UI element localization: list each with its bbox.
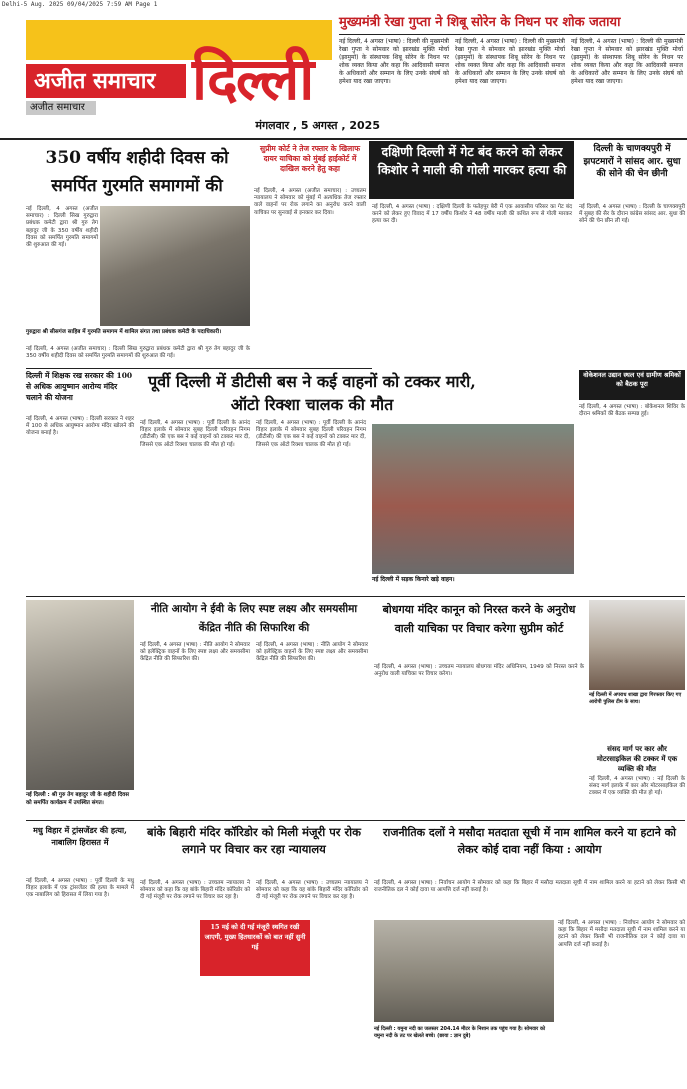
transgender-body: नई दिल्ली, 4 अगस्त (भाषा) : पूर्वी दिल्ली के मधु विहार इलाके में एक ट्रांसजेंडर की हत्या के मामले में एक नाबालिग को हिरासत में लिया गया है।	[26, 878, 134, 899]
banke-pullquote: 15 मई को दी गई मंजूरी स्थगित रखी जाएगी, मुख्य हितधारकों को बात नहीं सुनी गई	[204, 923, 306, 951]
sangat-caption: नई दिल्ली : श्री गुरु तेग बहादुर जी के शहीदी दिवस को समर्पित कार्यक्रम में उपस्थित संगत।	[26, 792, 129, 806]
divider	[26, 820, 685, 821]
print-slug: Delhi-5 Aug. 2025 09/04/2025 7:59 AM Page 1	[2, 1, 158, 8]
dtc-caption: नई दिल्ली में सड़क किनारे खड़े वाहन।	[372, 576, 455, 583]
divider	[26, 596, 685, 597]
divider	[339, 34, 685, 35]
headline-banke: बांके बिहारी मंदिर कॉरिडोर को मिली मंजूरी पर रोक लगाने पर विचार कर रहा न्यायालय	[147, 825, 361, 856]
city-title: दिल्ली	[192, 45, 313, 113]
sangat-photo	[26, 600, 134, 790]
brand-logo: अजीत समाचार	[26, 64, 186, 98]
cm-body-col1: नई दिल्ली, 4 अगस्त (भाषा) : दिल्ली की मुख्यमंत्री रेखा गुप्ता ने सोमवार को झारखंड मुक्ति मोर्चा (झामुमो) के संस्थापक शिबू सोरेन के निधन पर शोक व्यक्त किया और कहा कि आदिवासी समाज के अधिकारों और सम्मान के लिए उनके संघर्ष को हमेशा याद रखा जाएगा।	[339, 38, 449, 85]
headline-aarogya: दिल्ली में शिक्षक रख सरकार की 100 से अधिक आयुष्मान आरोग्य मंदिर चलाने की योजना	[26, 371, 133, 402]
headline-cm-condolence: मुख्यमंत्री रेखा गुप्ता ने शिबू सोरेन के निधन पर शोक जताया	[339, 15, 621, 30]
lead-body: नई दिल्ली, 4 अगस्त (अजीत समाचार) : दिल्ली सिख गुरुद्वारा प्रबंधक कमेटी द्वारा श्री गुरु तेग बहादुर जी के 350 वर्षीय शहीदी दिवस को समर्पित गुरमति समागमों की शुरुआत की गई।	[26, 206, 98, 249]
lead-caption: गुरुद्वारा श्री सीसगंज साहिब में गुरमति समागम में शामिल संगत तथा प्रबंधक कमेटी के पदाधिकारी।	[26, 329, 222, 335]
collision-body: नई दिल्ली, 4 अगस्त (भाषा) : नई दिल्ली के संसद मार्ग इलाके में कार और मोटरसाइकिल की टक्कर में एक व्यक्ति की मौत हो गई।	[589, 776, 685, 797]
lead-photo	[100, 206, 250, 326]
arrest-photo	[589, 600, 685, 690]
dateline: मंगलवार , 5 अगस्त , 2025	[255, 119, 380, 132]
mp-chain-body: नई दिल्ली, 4 अगस्त (भाषा) : दिल्ली के चाणक्यपुरी में सुबह की सैर के दौरान कांग्रेस सांसद आर. सुधा की सोने की चेन छीन ली गई।	[579, 204, 685, 225]
arrest-caption: नई दिल्ली में अपराध शाखा द्वारा गिरफ्तार किए गए आरोपी पुलिस टीम के साथ।	[589, 692, 682, 705]
yamuna-photo	[374, 920, 554, 1022]
banke-body-col2: नई दिल्ली, 4 अगस्त (भाषा) : उच्चतम न्यायालय ने सोमवार को कहा कि वह बांके बिहारी मंदिर कॉरिडोर को दी गई मंजूरी पर रोक लगाने पर विचार कर रहा है।	[256, 880, 368, 901]
eci-body-cont: नई दिल्ली, 4 अगस्त (भाषा) : निर्वाचन आयोग ने सोमवार को कहा कि बिहार में मसौदा मतदाता सूची में नाम शामिल करने या हटाने को लेकर किसी भी राजनीतिक दल ने कोई दावा या आपत्ति दर्ज नहीं कराई है।	[558, 920, 685, 948]
headline-dtc: पूर्वी दिल्ली में डीटीसी बस ने कई वाहनों को टक्कर मारी, ऑटो रिक्शा चालक की मौत	[148, 372, 476, 414]
divider	[26, 368, 372, 369]
dtc-body-col1: नई दिल्ली, 4 अगस्त (भाषा) : पूर्वी दिल्ली के आनंद विहार इलाके में सोमवार सुबह दिल्ली परिवहन निगम (डीटीसी) की एक बस ने कई वाहनों को टक्कर मार दी, जिससे एक ऑटो रिक्शा चालक की मौत हो गई।	[140, 420, 250, 448]
vocational-body: नई दिल्ली, 4 अगस्त (भाषा) : बोकेशनल शिविर के दौरान श्रमिकों की बैठक सम्पन्न हुई।	[579, 404, 685, 418]
headline-sc-speed: सुप्रीम कोर्ट ने तेज रफ्तार के खिलाफ दायर याचिका को मुंबई हाईकोर्ट में दाखिल करने हेतु कहा	[260, 144, 360, 173]
aarogya-body: नई दिल्ली, 4 अगस्त (भाषा) : दिल्ली सरकार ने शहर में 100 से अधिक आयुष्मान आरोग्य मंदिर खोलने की योजना बनाई है।	[26, 416, 134, 437]
headline-vocational: वोकेशनल उद्यान स्थल एवं ग्रामीण श्रमिकों को बैठक पूरा	[583, 371, 681, 388]
masthead-divider	[0, 138, 687, 140]
dtc-body-col2: नई दिल्ली, 4 अगस्त (भाषा) : पूर्वी दिल्ली के आनंद विहार इलाके में सोमवार सुबह दिल्ली परिवहन निगम (डीटीसी) की एक बस ने कई वाहनों को टक्कर मार दी, जिससे एक ऑटो रिक्शा चालक की मौत हो गई।	[256, 420, 366, 448]
headline-niti: नीति आयोग ने ईवी के लिए स्पष्ट लक्ष्य और समयसीमा केंद्रित नीति की सिफारिश की	[150, 603, 358, 634]
barricade-photo	[372, 424, 574, 574]
headline-eci: राजनीतिक दलों ने मसौदा मतदाता सूची में नाम शामिल करने या हटाने को लेकर कोई दावा नहीं किया : आयोग	[383, 826, 676, 856]
gate-body: नई दिल्ली, 4 अगस्त (भाषा) : दक्षिणी दिल्ली के फतेहपुर बेरी में एक आवासीय परिसर का गेट बंद करने को लेकर हुए विवाद में 17 वर्षीय किशोर ने 48 वर्षीय माली की कथित रूप से गोली मारकर हत्या कर दी।	[372, 204, 572, 225]
headline-bodhgaya: बोधगया मंदिर कानून को निरस्त करने के अनुरोध वाली याचिका पर विचार करेगा सुप्रीम कोर्ट	[382, 603, 576, 635]
bodhgaya-body: नई दिल्ली, 4 अगस्त (भाषा) : उच्चतम न्यायालय बोधगया मंदिर अधिनियम, 1949 को निरस्त करने के अनुरोध वाली याचिका पर विचार करेगा।	[374, 664, 584, 678]
sc-speed-body: नई दिल्ली, 4 अगस्त (अजीत समाचार) : उच्चतम न्यायालय ने सोमवार को मुंबई में अत्यधिक तेज रफ्तार वाले वाहनों पर रोक लगाने का अनुरोध करने वाली याचिका पर सुनवाई से इनकार कर दिया।	[254, 188, 366, 216]
niti-body-col2: नई दिल्ली, 4 अगस्त (भाषा) : नीति आयोग ने सोमवार को इलेक्ट्रिक वाहनों के लिए स्पष्ट लक्ष्य और समयसीमा केंद्रित नीति की सिफारिश की।	[256, 642, 368, 663]
lead-body-cont: नई दिल्ली, 4 अगस्त (अजीत समाचार) : दिल्ली सिख गुरुद्वारा प्रबंधक कमेटी द्वारा श्री गुरु तेग बहादुर जी के 350 वर्षीय शहीदी दिवस को समर्पित गुरमति समागमों की शुरुआत की गई।	[26, 346, 250, 360]
cm-body-col2: नई दिल्ली, 4 अगस्त (भाषा) : दिल्ली की मुख्यमंत्री रेखा गुप्ता ने सोमवार को झारखंड मुक्ति मोर्चा (झामुमो) के संस्थापक शिबू सोरेन के निधन पर शोक व्यक्त किया और कहा कि आदिवासी समाज के अधिकारों और सम्मान के लिए उनके संघर्ष को हमेशा याद रखा जाएगा।	[455, 38, 565, 85]
headline-mp-chain: दिल्ली के चाणक्यपुरी में झपटमारों ने सांसद आर. सुधा की सोने की चेन छीनी	[583, 144, 681, 179]
niti-body-col1: नई दिल्ली, 4 अगस्त (भाषा) : नीति आयोग ने सोमवार को इलेक्ट्रिक वाहनों के लिए स्पष्ट लक्ष्य और समयसीमा केंद्रित नीति की सिफारिश की।	[140, 642, 250, 663]
eci-body: नई दिल्ली, 4 अगस्त (भाषा) : निर्वाचन आयोग ने सोमवार को कहा कि बिहार में मसौदा मतदाता सूची में नाम शामिल करने या हटाने को लेकर किसी भी राजनीतिक दल ने कोई दावा या आपत्ति दर्ज नहीं कराई है।	[374, 880, 685, 894]
banke-body-col1: नई दिल्ली, 4 अगस्त (भाषा) : उच्चतम न्यायालय ने सोमवार को कहा कि वह बांके बिहारी मंदिर कॉरिडोर को दी गई मंजूरी पर रोक लगाने पर विचार कर रहा है।	[140, 880, 250, 901]
cm-body-col3: नई दिल्ली, 4 अगस्त (भाषा) : दिल्ली की मुख्यमंत्री रेखा गुप्ता ने सोमवार को झारखंड मुक्ति मोर्चा (झामुमो) के संस्थापक शिबू सोरेन के निधन पर शोक व्यक्त किया और कहा कि आदिवासी समाज के अधिकारों और सम्मान के लिए उनके संघर्ष को हमेशा याद रखा जाएगा।	[571, 38, 683, 85]
headline-transgender: मधु विहार में ट्रांसजेंडर की हत्या, नाबालिग हिरासत में	[33, 825, 127, 847]
headline-collision: संसद मार्ग पर कार और मोटरसाइकिल की टक्कर में एक व्यक्ति की मौत	[596, 744, 678, 773]
headline-lead: 350 वर्षीय शहीदी दिवस को समर्पित गुरमति समागमों की	[45, 148, 229, 196]
yamuna-caption: नई दिल्ली : यमुना नदी का जलस्तर 204.14 मीटर के निशान तक पहुंच गया है। सोमवार को यमुना नदी के तट पर खेलते बच्चे। (छाया : ज्ञान दुबे)	[374, 1026, 546, 1039]
headline-gate: दक्षिणी दिल्ली में गेट बंद करने को लेकर किशोर ने माली की गोली मारकर हत्या की	[377, 144, 567, 177]
brand-sub: अजीत समाचार	[26, 101, 96, 115]
